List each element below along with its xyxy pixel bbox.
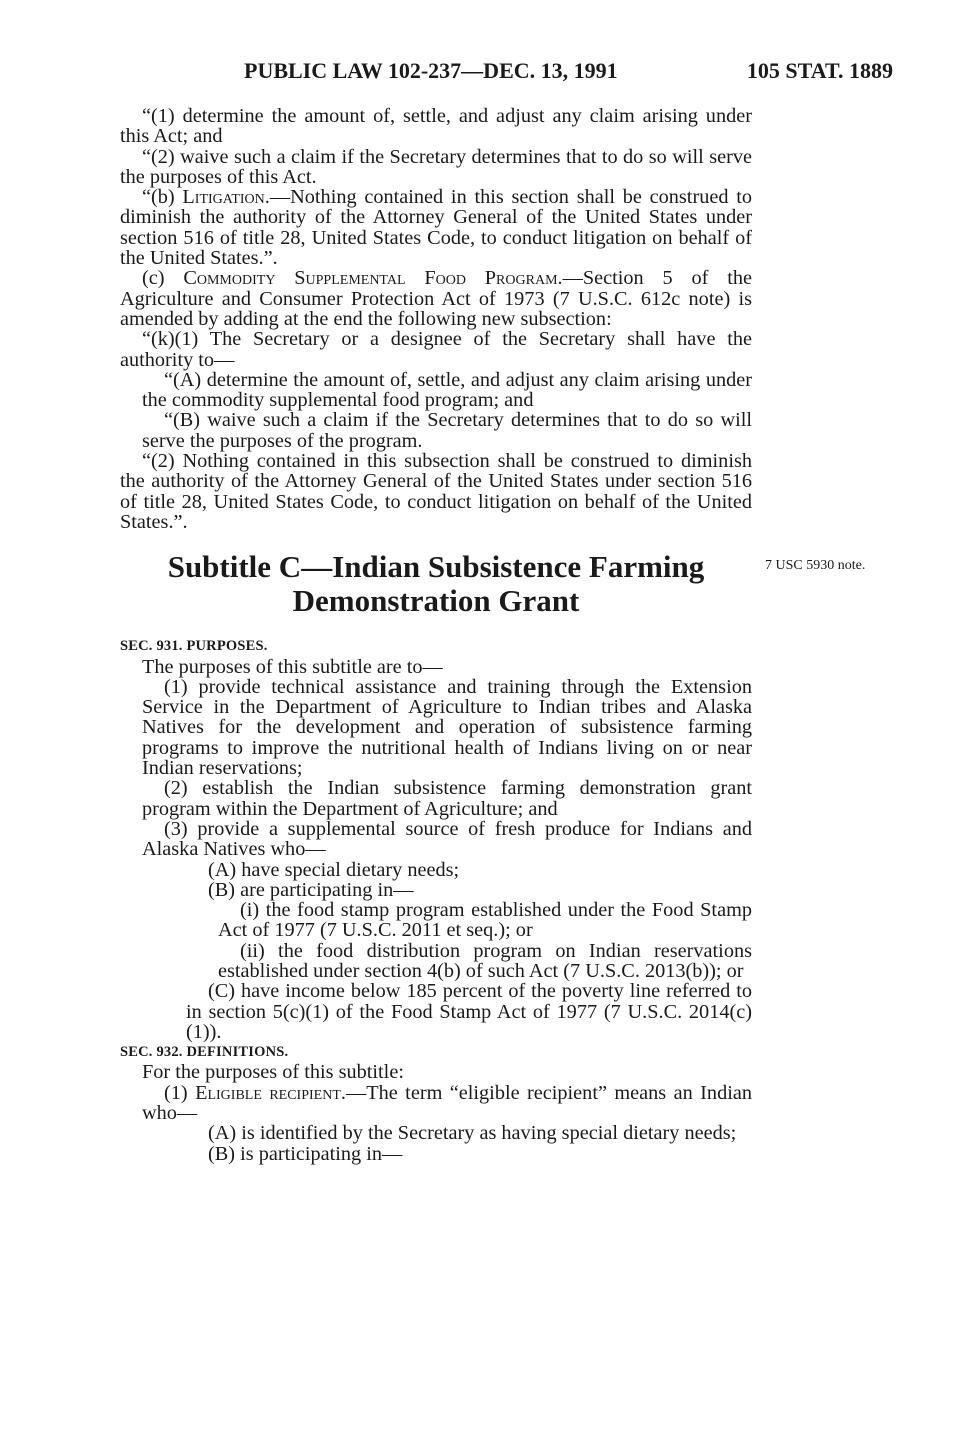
paragraph: The purposes of this subtitle are to— (142, 655, 443, 678)
list-item: (A) is identified by the Secretary as having special dietary needs; (208, 1122, 737, 1145)
subtitle-line: Demonstration Grant (292, 583, 580, 619)
list-item: (A) have special dietary needs; (208, 858, 460, 881)
list-item (120, 1083, 752, 1124)
subsection-heading: Litigation (182, 186, 265, 209)
list-item: (1) provide technical assistance and training through the Extension Service in the Department of Agriculture to Indian tribes and Alaska Natives for the development and operation of subsistence farming programs to improve the nutritional health of Indians living on or near Indian reservations; (142, 675, 752, 780)
para-prefix: (1) (164, 1081, 196, 1104)
list-item: (ii) the food distribution program on Indian reservations established under section 4(b) of such Act (7 U.S.C. 2013(b)); or (218, 939, 752, 982)
definition-term: Eligible recipient (195, 1081, 341, 1104)
paragraph (120, 268, 752, 329)
list-item: (B) is participating in— (208, 1142, 403, 1165)
list-item: (B) are participating in— (208, 878, 414, 901)
para-text: .—Section 5 of the Agriculture and Consumer Protection Act of 1973 (7 U.S.C. 612c note) is amended by adding at the end the following new subsection: (120, 267, 752, 330)
para-text: .—Nothing contained in this section shall be construed to diminish the authority of the Attorney General of the United States under section 516 of title 28, United States Code, to conduct litigation on behalf of the United States.”. (120, 186, 752, 270)
paragraph: “(k)(1) The Secretary or a designee of the Secretary shall have the authority to— (120, 328, 752, 371)
paragraph: For the purposes of this subtitle: (142, 1061, 404, 1084)
paragraph: “(2) Nothing contained in this subsection shall be construed to diminish the authority of the Attorney General of the United States under section 516 of title 28, United States Code, to conduct litigation on behalf of the United States.”. (120, 450, 752, 533)
paragraph: “(1) determine the amount of, settle, and adjust any claim arising under this Act; and (120, 105, 752, 148)
para-prefix: (c) (142, 267, 184, 290)
margin-note: 7 USC 5930 note. (765, 558, 866, 573)
section-heading: SEC. 932. DEFINITIONS. (120, 1044, 289, 1061)
running-header (0, 58, 969, 88)
paragraph (120, 187, 752, 268)
para-text: .—The term “eligible recipient” means an Indian who— (142, 1081, 752, 1125)
list-item: (3) provide a supplemental source of fresh produce for Indians and Alaska Natives who— (142, 817, 752, 861)
paragraph: “(A) determine the amount of, settle, and adjust any claim arising under the commodity supplemental food program; and (142, 368, 752, 412)
list-item: (2) establish the Indian subsistence farming demonstration grant program within the Department of Agriculture; and (142, 777, 752, 820)
section-heading: SEC. 931. PURPOSES. (120, 638, 268, 655)
subtitle-line: Subtitle C—Indian Subsistence Farming (167, 549, 705, 585)
list-item: (i) the food stamp program established under the Food Stamp Act of 1977 (7 U.S.C. 2011 et seq.); or (218, 899, 752, 942)
body-text (120, 106, 752, 1164)
header-title: PUBLIC LAW 102-237—DEC. 13, 1991 (244, 58, 618, 83)
paragraph: “(B) waive such a claim if the Secretary determines that to do so will serve the purposes of the program. (142, 409, 752, 452)
subsection-heading: Commodity Supplemental Food Program (183, 267, 558, 290)
list-item: (C) have income below 185 percent of the poverty line referred to in section 5(c)(1) of the Food Stamp Act of 1977 (7 U.S.C. 2014(c)(1)). (186, 980, 752, 1043)
para-prefix: “(b) (142, 186, 183, 209)
header-stat-page: 105 STAT. 1889 (746, 58, 893, 83)
subtitle-heading (120, 550, 752, 618)
paragraph: “(2) waive such a claim if the Secretary determines that to do so will serve the purposes of this Act. (120, 145, 752, 188)
